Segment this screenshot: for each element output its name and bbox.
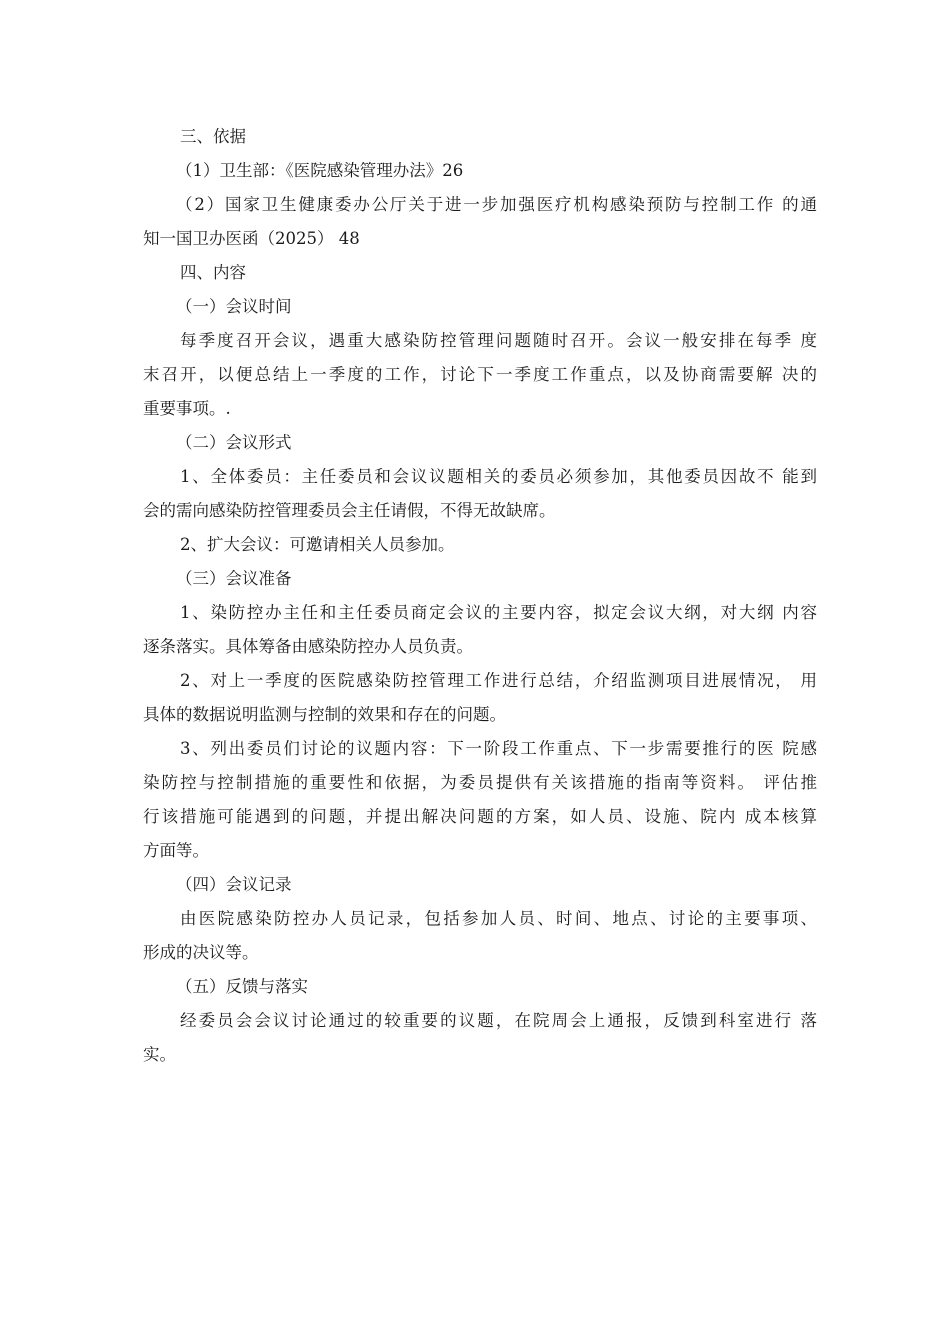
text-line: 经委员会会议讨论通过的较重要的议题，在院周会上通报，反馈到科室进行 落 [180,1011,817,1030]
text-line: （三）会议准备 [176,569,292,588]
text-line: 会的需向感染防控管理委员会主任请假，不得无故缺席。 [143,501,556,520]
text-line: 四、内容 [180,263,246,282]
text-line: 1、全体委员：主任委员和会议议题相关的委员必须参加，其他委员因故不 能到 [180,467,817,486]
text-line: 3、列出委员们讨论的议题内容：下一阶段工作重点、下一步需要推行的医 院感 [180,739,817,758]
text-line: 行该措施可能遇到的问题，并提出解决问题的方案，如人员、设施、院内 成本核算 [143,807,817,826]
text-line: （1）卫生部：《医院感染管理办法》26 [176,161,464,180]
document-body [143,120,817,1072]
text-line: （二）会议形式 [176,433,292,452]
text-line: 每季度召开会议，遇重大感染防控管理问题随时召开。会议一般安排在每季 度 [180,331,817,350]
text-line: 三、依据 [180,127,246,146]
text-line: （四）会议记录 [176,875,292,894]
text-line: 染防控与控制措施的重要性和依据，为委员提供有关该措施的指南等资料。 评估推 [143,773,817,792]
text-line: （一）会议时间 [176,297,292,316]
text-line: 重要事项。. [143,399,231,418]
text-line: 末召开，以便总结上一季度的工作，讨论下一季度工作重点，以及协商需要解 决的 [143,365,817,384]
text-line: （五）反馈与落实 [176,977,308,996]
text-line: （2）国家卫生健康委办公厅关于进一步加强医疗机构感染预防与控制工作 的通 [176,195,817,214]
text-line: 2、对上一季度的医院感染防控管理工作进行总结，介绍监测项目进展情况， 用 [180,671,817,690]
text-line: 形成的决议等。 [143,943,259,962]
text-line: 知一国卫办医函（2025） 48 [143,229,360,248]
text-line: 实。 [143,1045,176,1064]
text-line: 1、染防控办主任和主任委员商定会议的主要内容，拟定会议大纲，对大纲 内容 [180,603,817,622]
text-line: 方面等。 [143,841,209,860]
text-line: 逐条落实。具体筹备由感染防控办人员负责。 [143,637,473,656]
text-line: 具体的数据说明监测与控制的效果和存在的问题。 [143,705,506,724]
text-line: 由医院感染防控办人员记录，包括参加人员、时间、地点、讨论的主要事项、 [180,909,817,928]
text-line: 2、扩大会议：可邀请相关人员参加。 [180,535,455,554]
